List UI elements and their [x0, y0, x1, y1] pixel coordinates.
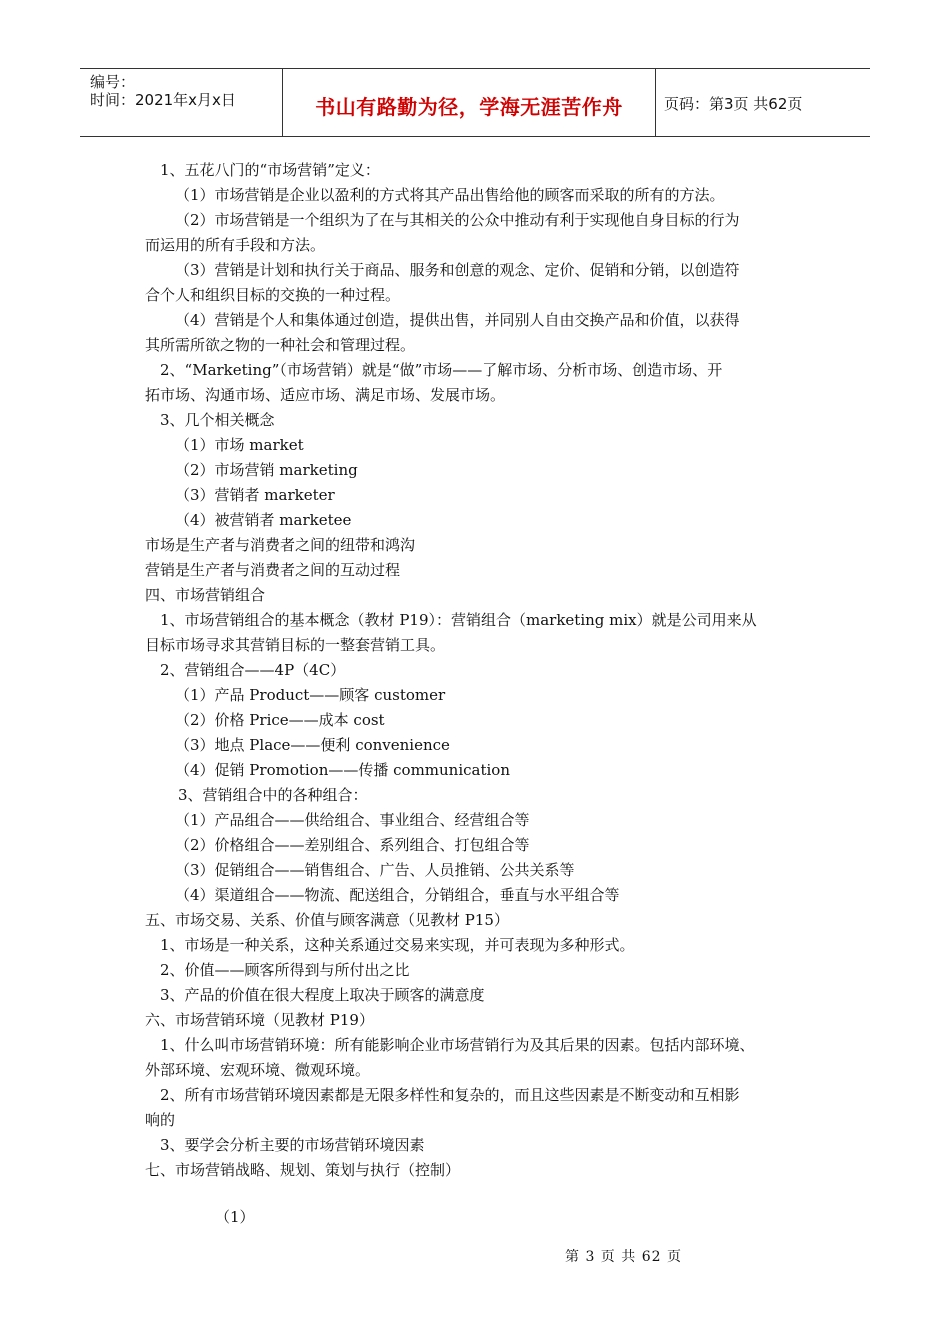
text-line: （2）市场营销是一个组织为了在与其相关的公众中推动有利于实现他自身目标的行为: [175, 211, 740, 229]
text-line: 拓市场、沟通市场、适应市场、满足市场、发展市场。: [145, 386, 506, 404]
text-line: 合个人和组织目标的交换的一种过程。: [145, 286, 401, 304]
text-line: 响的: [145, 1111, 176, 1129]
text-line: 3、产品的价值在很大程度上取决于顾客的满意度: [160, 986, 485, 1004]
header-info-cell: [80, 69, 283, 136]
text-line: 1、市场是一种关系，这种关系通过交易来实现，并可表现为多种形式。: [160, 936, 635, 954]
page-footer: 第 3 页 共 62 页: [565, 1249, 682, 1265]
text-line: 3、要学会分析主要的市场营销环境因素: [160, 1136, 425, 1154]
text-line: （4）促销 Promotion——传播 communication: [175, 761, 511, 779]
section-heading: 六、市场营销环境（见教材 P19）: [145, 1011, 374, 1029]
text-line: （3）地点 Place——便利 convenience: [175, 736, 450, 754]
text-line: （1）市场营销是企业以盈利的方式将其产品出售给他的顾客而采取的所有的方法。: [175, 186, 725, 204]
text-line: （2）价格 Price——成本 cost: [175, 711, 385, 729]
text-line: 其所需所欲之物的一种社会和管理过程。: [145, 336, 416, 354]
text-line: （1）产品 Product——顾客 customer: [175, 686, 446, 704]
page-code: 页码：第3页 共62页: [664, 95, 803, 113]
text-line: （2）价格组合——差别组合、系列组合、打包组合等: [175, 836, 530, 854]
text-line: 1、市场营销组合的基本概念（教材 P19）：营销组合（marketing mix）就是公司用来从: [160, 611, 757, 629]
page-header: [80, 68, 870, 137]
text-line: 市场是生产者与消费者之间的纽带和鸿沟: [145, 536, 416, 554]
text-line: 而运用的所有手段和方法。: [145, 236, 326, 254]
section-heading: 四、市场营销组合: [145, 586, 266, 604]
text-line: 2、所有市场营销环境因素都是无限多样性和复杂的，而且这些因素是不断变动和互相影: [160, 1086, 740, 1104]
text-line: 2、“Marketing”（市场营销）就是“做”市场——了解市场、分析市场、创造市场、开: [160, 361, 723, 379]
section-heading: 五、市场交易、关系、价值与顾客满意（见教材 P15）: [145, 911, 509, 929]
text-line: 1、五花八门的“市场营销”定义：: [160, 161, 380, 179]
text-line: （1）产品组合——供给组合、事业组合、经营组合等: [175, 811, 530, 829]
text-line: （4）渠道组合——物流、配送组合，分销组合，垂直与水平组合等: [175, 886, 620, 904]
document-body: [145, 158, 825, 1183]
motto-text: 书山有路勤为径，学海无涯苦作舟: [315, 95, 623, 119]
time-label: 时间：2021年x月x日: [90, 91, 236, 109]
text-line: 2、价值——顾客所得到与所付出之比: [160, 961, 410, 979]
text-line: （1）市场 market: [175, 436, 304, 454]
text-line: 目标市场寻求其营销目标的一整套营销工具。: [145, 636, 446, 654]
text-line: （4）被营销者 marketee: [175, 511, 352, 529]
text-line: （3）营销者 marketer: [175, 486, 335, 504]
text-line: （3）营销是计划和执行关于商品、服务和创意的观念、定价、促销和分销，以创造符: [175, 261, 740, 279]
text-line: 1、什么叫市场营销环境：所有能影响企业市场营销行为及其后果的因素。包括内部环境、: [160, 1036, 755, 1054]
header-motto-cell: [283, 69, 656, 136]
section-heading: 七、市场营销战略、规划、策划与执行（控制）: [145, 1161, 461, 1179]
figure-label: （1）: [215, 1208, 255, 1226]
number-label: 编号：: [90, 73, 136, 91]
text-line: 营销是生产者与消费者之间的互动过程: [145, 561, 401, 579]
text-line: （3）促销组合——销售组合、广告、人员推销、公共关系等: [175, 861, 575, 879]
text-line: （2）市场营销 marketing: [175, 461, 358, 479]
text-line: 外部环境、宏观环境、微观环境。: [145, 1061, 371, 1079]
text-line: 3、营销组合中的各种组合：: [178, 786, 368, 804]
text-line: 2、营销组合——4P（4C）: [160, 661, 346, 679]
text-line: 3、几个相关概念: [160, 411, 275, 429]
text-line: （4）营销是个人和集体通过创造，提供出售，并同别人自由交换产品和价值，以获得: [175, 311, 740, 329]
